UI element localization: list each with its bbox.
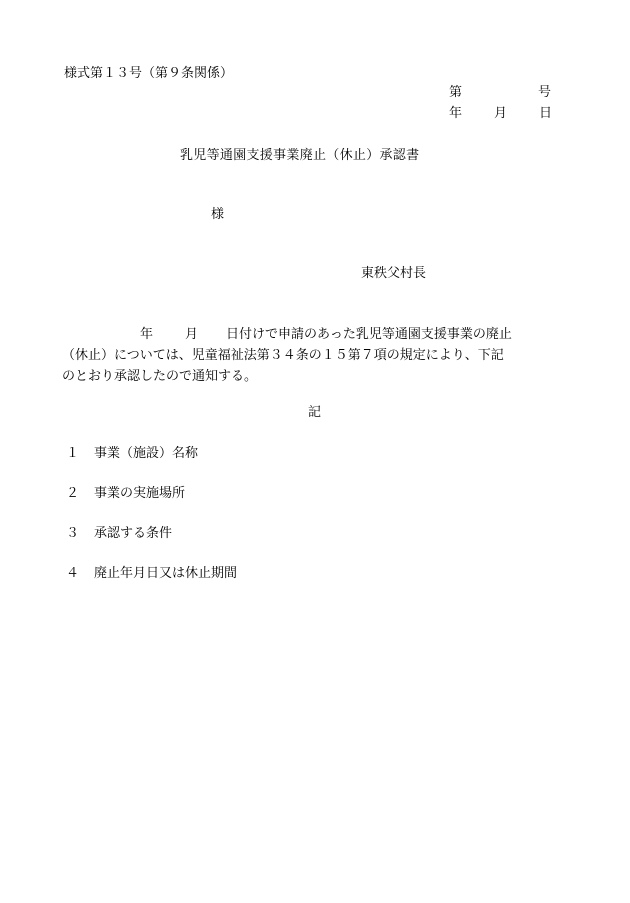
body-line-2: （休止）については、児童福祉法第３４条の１５第７項の規定により、下記 xyxy=(62,348,504,363)
ki-heading: 記 xyxy=(308,405,322,420)
list-item xyxy=(66,447,198,460)
list-item xyxy=(66,487,185,500)
date-year-label: 年 xyxy=(449,106,463,121)
body-line-1 xyxy=(62,324,567,345)
list-item-number: ２ xyxy=(66,486,80,501)
body-paragraph xyxy=(62,324,567,387)
reference-number-prefix: 第 xyxy=(449,85,463,100)
list-item-number: ４ xyxy=(66,566,80,581)
list-item-label: 承認する条件 xyxy=(94,526,173,541)
list-item-number: １ xyxy=(66,446,80,461)
issuer-name: 東秩父村長 xyxy=(361,266,427,281)
list-item-number: ３ xyxy=(66,526,80,541)
date-month-label: 月 xyxy=(494,106,508,121)
form-number: 様式第１３号（第９条関係） xyxy=(64,66,234,81)
list-item-label: 事業の実施場所 xyxy=(94,486,186,501)
list-item xyxy=(66,527,172,540)
list-item xyxy=(66,567,237,580)
body-line-3: のとおり承認したので通知する。 xyxy=(62,369,258,384)
document-title: 乳児等通園支援事業廃止（休止）承認書 xyxy=(180,148,420,163)
body-line-1-text: 日付けで申請のあった乳児等通園支援事業の廃止 xyxy=(226,327,512,342)
body-year-label: 年 xyxy=(140,327,154,342)
reference-number-suffix: 号 xyxy=(538,85,552,100)
addressee-honorific: 様 xyxy=(211,207,225,222)
list-item-label: 事業（施設）名称 xyxy=(94,446,199,461)
body-month-label: 月 xyxy=(185,327,199,342)
list-item-label: 廃止年月日又は休止期間 xyxy=(94,566,238,581)
date-day-label: 日 xyxy=(539,106,553,121)
